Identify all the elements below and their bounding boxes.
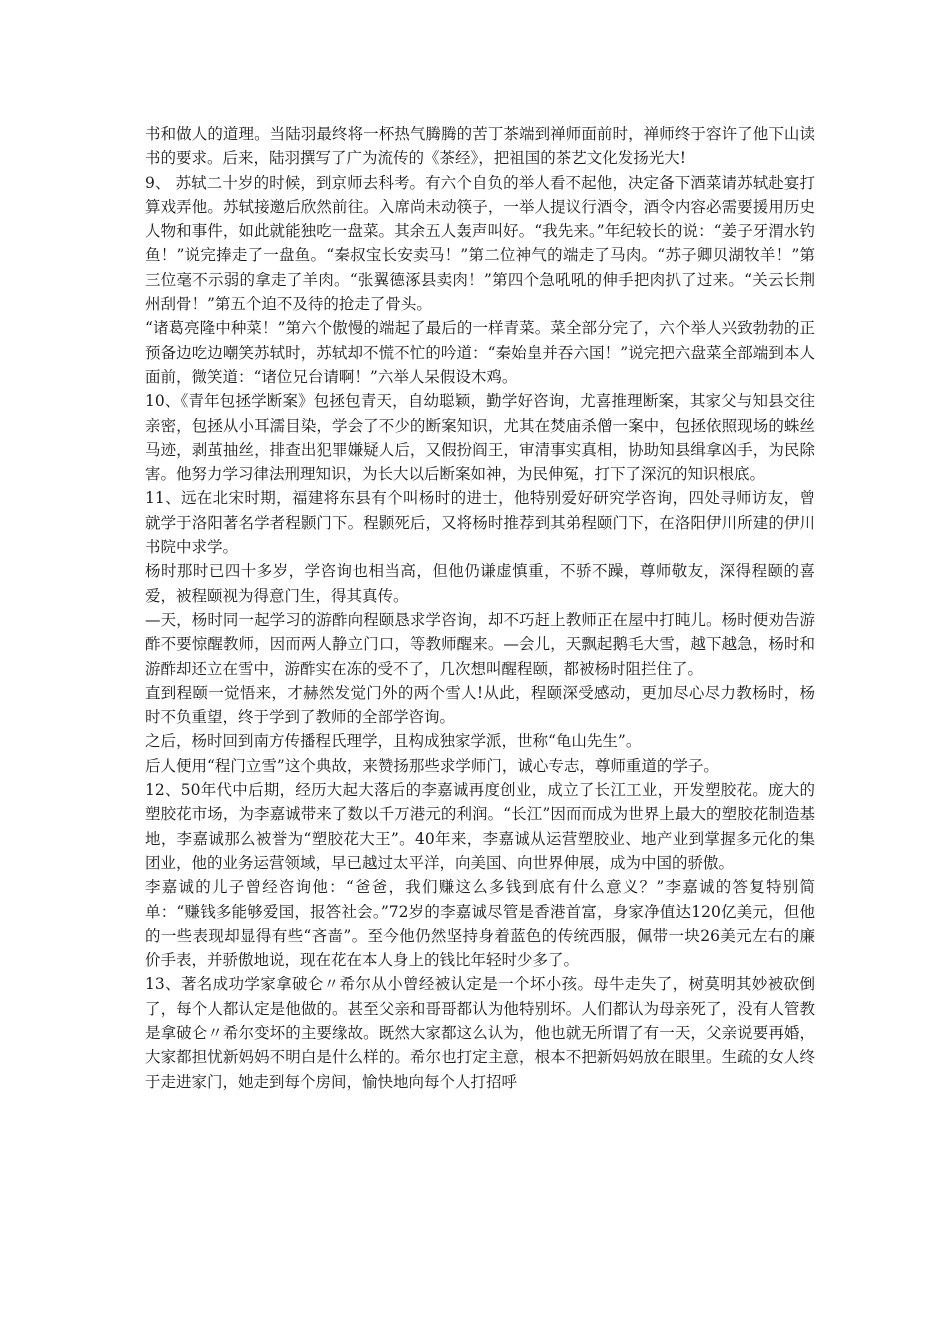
paragraph-13-napoleon-hill: 13、著名成功学家拿破仑〃希尔从小曾经被认定是一个坏小孩。母牛走失了，树莫明其妙被砍倒了，每个人都认定是他做的。甚至父亲和哥哥都认为他特别坏。人们都认为母亲死了，没有人管教是拿破仑〃希尔变坏的主要缘故。既然大家都这么认为，他也就无所谓了有一天，父亲说要再婚，大家都担忧新妈妈不明白是什么样的。希尔也打定主意，根本不把新妈妈放在眼里。生疏的女人终于走进家门，她走到每个房间，愉快地向每个人打招呼 [145, 975, 815, 1091]
paragraph-11-yang-shi-6: 后人便用“程门立雪”这个典故，来赞扬那些求学师门，诚心专志，尊师重道的学子。 [145, 756, 719, 775]
paragraph-11-yang-shi-4: 直到程颐一觉悟来，才赫然发觉门外的两个雪人!从此，程颐深受感动，更加尽心尽力教杨时，杨时不负重望，终于学到了教师的全部学咨询。 [145, 683, 815, 727]
paragraph-11-yang-shi-3: —天，杨时同一起学习的游酢向程颐恳求学咨询，却不巧赶上教师正在屋中打盹儿。杨时便劝告游酢不要惊醒教师，因而两人静立门口，等教师醒来。—会儿，天飘起鹅毛大雪，越下越急，杨时和游酢却还立在雪中，游酢实在冻的受不了，几次想叫醒程颐，都被杨时阻拦住了。 [145, 610, 815, 678]
paragraph-lu-yu-ending: 书和做人的道理。当陆羽最终将一杯热气腾腾的苦丁茶端到禅师面前时，禅师终于容许了他下山读书的要求。后来，陆羽撰写了广为流传的《茶经》，把祖国的茶艺文化发扬光大! [145, 125, 815, 168]
paragraph-11-yang-shi-2: 杨时那时已四十多岁，学咨询也相当高，但他仍谦虚慎重，不骄不躁，尊师敬友，深得程颐的喜爱，被程颐视为得意门生，得其真传。 [145, 562, 815, 605]
paragraph-12-li-ka-shing-2: 李嘉诚的儿子曾经咨询他：“爸爸，我们赚这么多钱到底有什么意义？”李嘉诚的答复特别简单：“赚钱多能够爱国，报答社会。”72岁的李嘉诚尽管是香港首富，身家净值达120亿美元，但他的一些表现却显得有些“吝啬”。至今他仍然坚持身着蓝色的传统西服，佩带一块26美元左右的廉价手表，并骄傲地说，现在花在本人身上的钱比年轻时少多了。 [145, 878, 815, 970]
paragraph-9-su-shi: 9、 苏轼二十岁的时候，到京师去科考。有六个自负的举人看不起他，决定备下酒菜请苏轼赴宴打算戏弄他。苏轼接邀后欣然前往。入席尚未动筷子，一举人提议行酒令，酒令内容必需要援用历史人物和事件，如此就能独吃一盘菜。其余五人轰声叫好。“我先来。”年纪较长的说：“姜子牙渭水钓鱼！”说完捧走了一盘鱼。“秦叔宝长安卖马！”第二位神气的端走了马肉。“苏子卿贝湖牧羊！”第三位毫不示弱的拿走了羊肉。“张翼德涿县卖肉！”第四个急吼吼的伸手把肉扒了过来。“关云长荆州刮骨！”第五个迫不及待的抢走了骨头。 [145, 173, 815, 314]
paragraph-11-yang-shi: 11、远在北宋时期，福建将东县有个叫杨时的进士，他特别爱好研究学咨询，四处寻师访友，曾就学于洛阳著名学者程颢门下。程颢死后，又将杨时推荐到其弟程颐门下，在洛阳伊川所建的伊川书院中求学。 [145, 489, 815, 557]
body-text [145, 122, 815, 1094]
paragraph-9-su-shi-continued: “诸葛亮隆中种菜！”第六个傲慢的端起了最后的一样青菜。菜全部分完了，六个举人兴致勃勃的正预备边吃边嘲笑苏轼时，苏轼却不慌不忙的吟道：“秦始皇并吞六国！”说完把六盘菜全部端到本人面前，微笑道：“诸位兄台请啊！”六举人呆假设木鸡。 [145, 319, 815, 386]
paragraph-11-yang-shi-5: 之后，杨时回到南方传播程氏理学，且构成独家学派，世称“龟山先生”。 [145, 732, 642, 751]
paragraph-10-bao-zheng: 10、《青年包拯学断案》包拯包青天，自幼聪颖，勤学好咨询，尤喜推理断案，其家父与知县交往亲密，包拯从小耳濡目染，学会了不少的断案知识，尤其在焚庙杀僧一案中，包拯依照现场的蛛丝马迹，剥茧抽丝，排查出犯罪嫌疑人后，又假扮阎王，审清事实真相，协助知县缉拿凶手，为民除害。他努力学习律法刑理知识，为长大以后断案如神，为民伸冤，打下了深沉的知识根底。 [145, 392, 815, 484]
paragraph-12-li-ka-shing: 12、50年代中后期，经历大起大落后的李嘉诚再度创业，成立了长江工业，开发塑胶花。庞大的塑胶花市场，为李嘉诚带来了数以千万港元的利润。“长江”因而而成为世界上最大的塑胶花制造基地，李嘉诚那么被誉为“塑胶花大王”。40年来，李嘉诚从运营塑胶业、地产业到掌握多元化的集团业，他的业务运营领域，早已越过太平洋，向美国、向世界伸展，成为中国的骄傲。 [145, 781, 815, 872]
